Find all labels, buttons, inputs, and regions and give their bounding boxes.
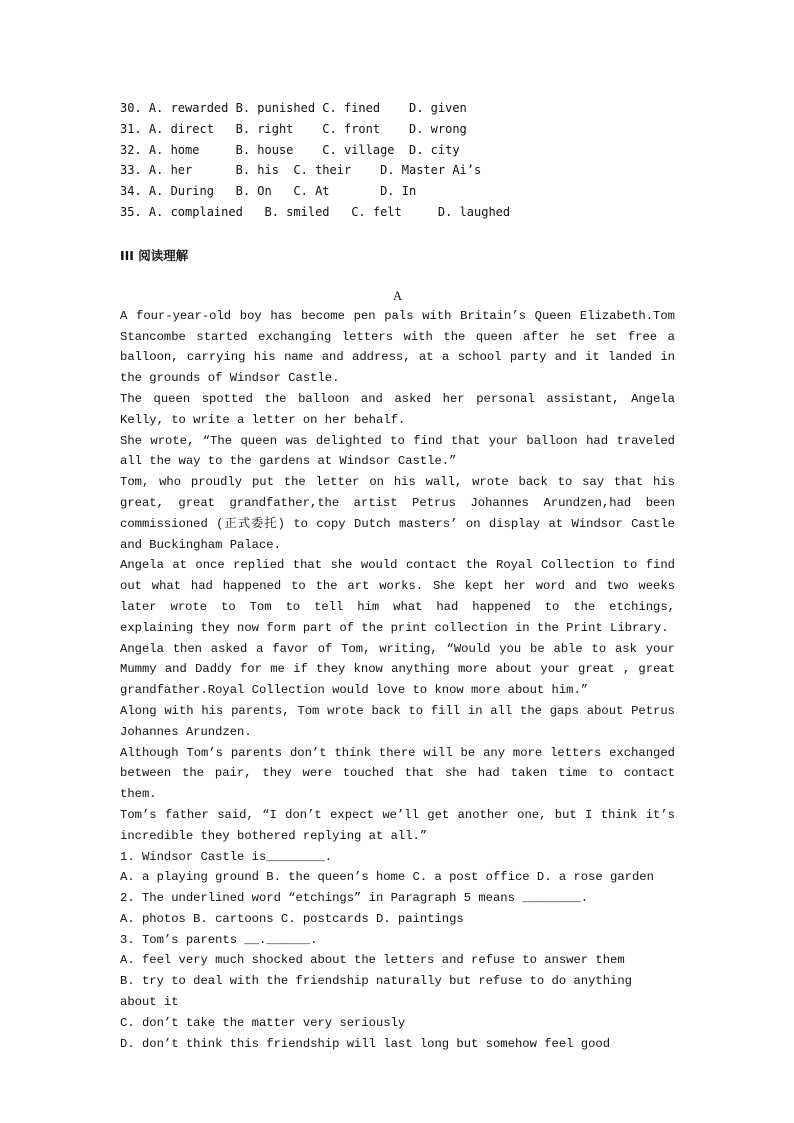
option-line-34: 34. A. During B. On C. At D. In [120, 184, 417, 199]
document-page [120, 98, 675, 1054]
passage-body [120, 306, 675, 847]
option-line-32: 32. A. home B. house C. village D. city [120, 142, 460, 157]
paragraph: Angela then asked a favor of Tom, writing, “Would you be able to ask your Mummy and Daddy for me if they know anything more about your great , great grandfather.Royal Collection would love to know more about him.” [120, 641, 675, 698]
question-3-option-d: D. don’t think this friendship will last long but somehow feel good [120, 1036, 611, 1051]
option-line-30: 30. A. rewarded B. punished C. fined D. given [120, 101, 467, 115]
question-3-stem: 3. Tom’s parents __.______. [120, 932, 318, 947]
question-3-option-c: C. don’t take the matter very seriously [120, 1015, 406, 1030]
paragraph: Although Tom’s parents don’t think there will be any more letters exchanged between the pair, they were touched that she had taken time to contact them. [120, 745, 675, 802]
paragraph: She wrote, “The queen was delighted to find that your balloon had traveled all the way to the gardens at Windsor Castle.” [120, 433, 675, 469]
question-3-option-b: B. try to deal with the friendship naturally but refuse to do anything about it [120, 974, 632, 1010]
option-line-33: 33. A. her B. his C. their D. Master Ai’s [120, 163, 482, 178]
paragraph: Tom, who proudly put the letter on his wall, wrote back to say that his great, great grandfather,the artist Petrus Johannes Arundzen,had been commissioned (正式委托) to copy Dutch masters’ on display at Windsor Castle and Buckingham Palace. [120, 475, 675, 552]
paragraph: Tom’s father said, “I don’t expect we’ll get another one, but I think it’s incredible they bothered replying at all.” [120, 807, 675, 843]
question-2-options: A. photos B. cartoons C. postcards D. paintings [120, 911, 464, 926]
question-2-stem: 2. The underlined word “etchings” in Paragraph 5 means ________. [120, 891, 589, 906]
paragraph: Angela at once replied that she would contact the Royal Collection to find out what had happened to the art works. She kept her word and two weeks later wrote to Tom to tell him what had happened to the etchings, explaining they now form part of the print collection in the Print Library. [120, 558, 675, 635]
paragraph: The queen spotted the balloon and asked her personal assistant, Angela Kelly, to write a letter on her behalf. [120, 391, 675, 427]
paragraph: A four-year-old boy has become pen pals with Britain’s Queen Elizabeth.Tom Stancombe started exchanging letters with the queen after he set free a balloon, carrying his name and address, at a school party and it landed in the grounds of Windsor Castle. [120, 308, 675, 386]
options-list [120, 98, 675, 223]
question-3-option-a: A. feel very much shocked about the letters and refuse to answer them [120, 953, 625, 968]
question-1-stem: 1. Windsor Castle is________. [120, 849, 333, 864]
option-line-35: 35. A. complained B. smiled C. felt D. laughed [120, 204, 511, 219]
questions-block [120, 847, 675, 1055]
passage-label: A [392, 288, 403, 303]
section-title: III 阅读理解 [120, 247, 189, 263]
option-line-31: 31. A. direct B. right C. front D. wrong [120, 121, 467, 136]
paragraph: Along with his parents, Tom wrote back to fill in all the gaps about Petrus Johannes Arundzen. [120, 703, 675, 739]
question-1-options: A. a playing ground B. the queen’s home C. a post office D. a rose garden [120, 870, 654, 885]
